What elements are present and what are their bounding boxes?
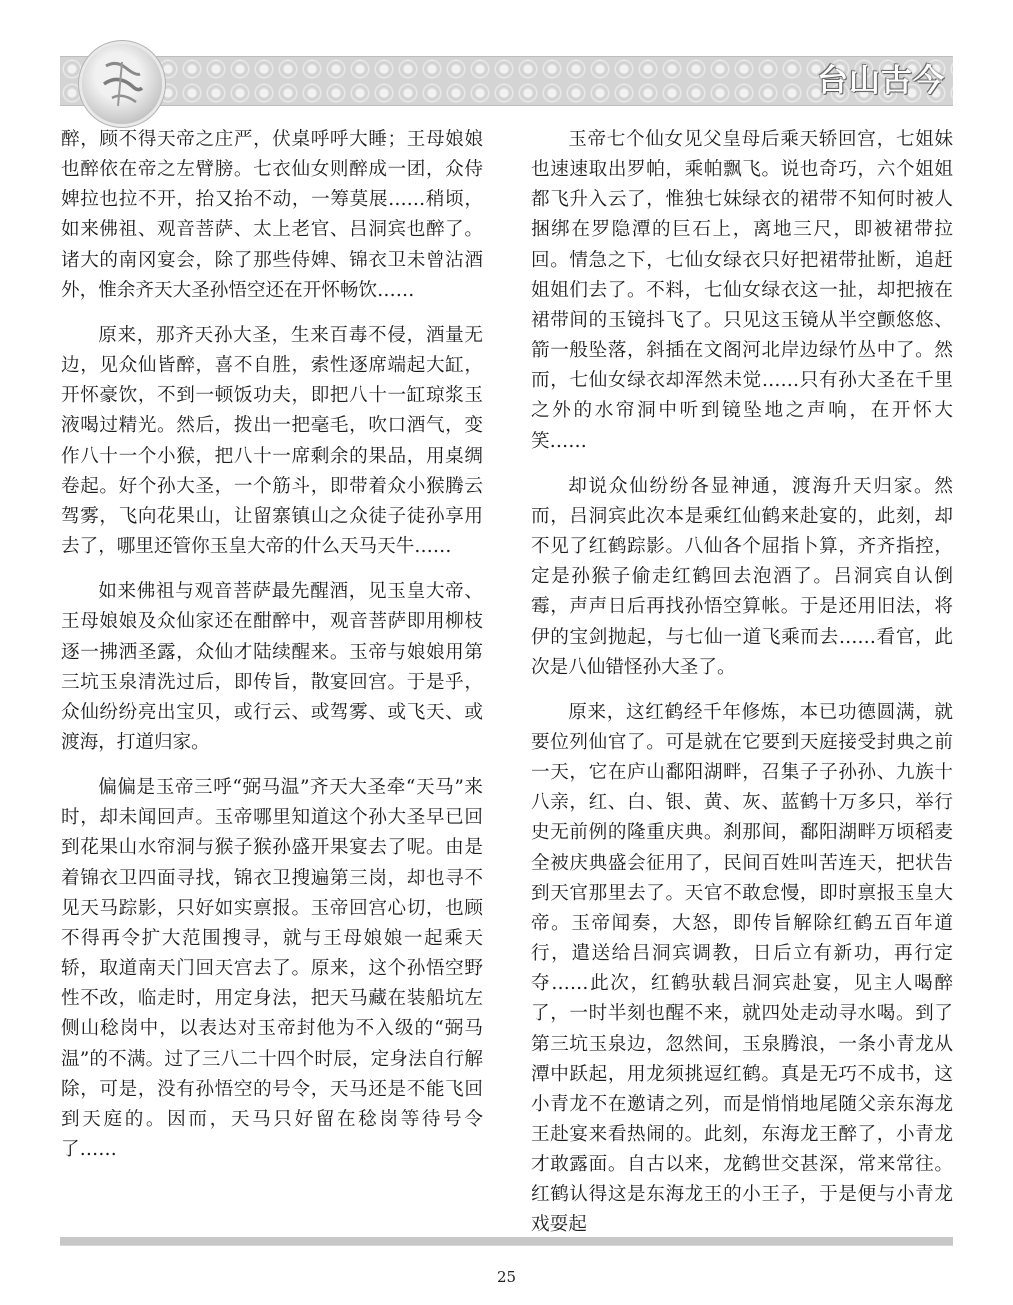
left-column <box>61 125 483 1180</box>
magazine-title: 台山古今 <box>817 63 945 99</box>
paragraph: 却说众仙纷纷各显神通，渡海升天归家。然而，吕洞宾此次本是乘红仙鹤来赴宴的，此刻，却不见了红鹤踪影。八仙各个屈指卜算，齐齐指控，定是孙猴子偷走红鹤回去泡酒了。吕洞宾自认倒霉，声声日后再找孙悟空算帐。于是还用旧法，将伊的宝剑抛起，与七仙一道飞乘而去……看官，此次是八仙错怪孙大圣了。 <box>531 475 953 678</box>
paragraph: 原来，这红鹤经千年修炼，本已功德圆满，就要位列仙官了。可是就在它要到天庭接受封典之前一天，它在庐山鄱阳湖畔，召集子子孙孙、九族十八亲，红、白、银、黄、灰、蓝鹤十万多只，举行史无前例的隆重庆典。刹那间，鄱阳湖畔万顷稻麦全被庆典盛会征用了，民间百姓叫苦连天，把状告到天官那里去了。天官不敢怠慢，即时禀报玉皇大帝。玉帝闻奏，大怒，即传旨解除红鹤五百年道行，遣送给吕洞宾调教，日后立有新功，再行定夺……此次，红鹤驮载吕洞宾赴宴，见主人喝醉了，一时半刻也醒不来，就四处走动寻水喝。到了第三坑玉泉边，忽然间，玉泉腾浪，一条小青龙从潭中跃起，用龙须挑逗红鹤。真是无巧不成书，这小青龙不在邀请之列，而是悄悄地尾随父亲东海龙王赴宴来看热闹的。此刻，东海龙王醉了，小青龙才敢露面。自古以来，龙鹤世交甚深，常来常往。红鹤认得这是东海龙王的小王子，于是便与小青龙戏耍起 <box>531 701 953 1236</box>
paragraph: 如来佛祖与观音菩萨最先醒酒，见玉皇大帝、王母娘娘及众仙家还在酣醉中，观音菩萨即用柳枝逐一拂洒圣露，众仙才陆续醒来。玉帝与娘娘用第三坑玉泉清洗过后，即传旨，散宴回宫。于是乎，众仙纷纷亮出宝贝，或行云、或驾雾、或飞天、或渡海，打道归家。 <box>61 581 483 753</box>
paragraph: 玉帝七个仙女见父皇母后乘天轿回宫，七姐妹也速速取出罗帕，乘帕飘飞。说也奇巧，六个姐姐都飞升入云了，惟独七妹绿衣的裙带不知何时被人捆绑在罗隐潭的巨石上，离地三尺，即被裙带拉回。情急之下，七仙女绿衣只好把裙带扯断，追赶姐姐们去了。不料，七仙女绿衣这一扯，却把掖在裙带间的玉镜抖飞了。只见这玉镜从半空颤悠悠、箭一般坠落，斜插在文阁河北岸边绿竹丛中了。然而，七仙女绿衣却浑然未觉……只有孙大圣在千里之外的水帘洞中听到镜坠地之声响，在开怀大笑…… <box>531 129 953 452</box>
paragraph: 偏偏是玉帝三呼“弼马温”齐天大圣牵“天马”来时，却未闻回声。玉帝哪里知道这个孙大圣早已回到花果山水帘洞与猴子猴孙盛开果宴去了呢。由是着锦衣卫四面寻找，锦衣卫搜遍第三岗，却也寻不见天马踪影，只好如实禀报。玉帝回宫心切，也顾不得再令扩大范围搜寻，就与王母娘娘一起乘天轿，取道南天门回天宫去了。原来，这个孙悟空野性不改，临走时，用定身法，把天马藏在装船坑左侧山稔岗中，以表达对玉帝封他为不入级的“弼马温”的不满。过了三八二十四个时辰，定身法自行解除，可是，没有孙悟空的号令，天马还是不能飞回到天庭的。因而，天马只好留在稔岗等待号令了…… <box>61 777 483 1160</box>
right-column <box>531 125 953 1256</box>
circular-calligraphy-seal-icon <box>82 44 162 124</box>
paragraph: 醉，顾不得天帝之庄严，伏桌呼呼大睡；王母娘娘也醉依在帝之左臂膀。七衣仙女则醉成一团，众侍婢拉也拉不开，抬又抬不动，一筹莫展……稍顷，如来佛祖、观音菩萨、太上老官、吕洞宾也醉了。诸大的南冈宴会，除了那些侍婢、锦衣卫未曾沾酒外，惟余齐天大圣孙悟空还在开怀畅饮…… <box>61 129 483 301</box>
page-number: 25 <box>496 1268 517 1286</box>
footer-rule <box>60 1237 953 1246</box>
paragraph: 原来，那齐天孙大圣，生来百毒不侵，酒量无边，见众仙皆醉，喜不自胜，索性逐席端起大缸，开怀豪饮，不到一顿饭功夫，即把八十一缸琼浆玉液喝过精光。然后，拨出一把毫毛，吹口酒气，变作八十一个小猴，把八十一席剩余的果品，用桌绸卷起。好个孙大圣，一个筋斗，即带着众小猴腾云驾雾，飞向花果山，让留寨镇山之众徒子徒孙享用去了，哪里还管你玉皇大帝的什么天马天牛…… <box>61 324 483 558</box>
